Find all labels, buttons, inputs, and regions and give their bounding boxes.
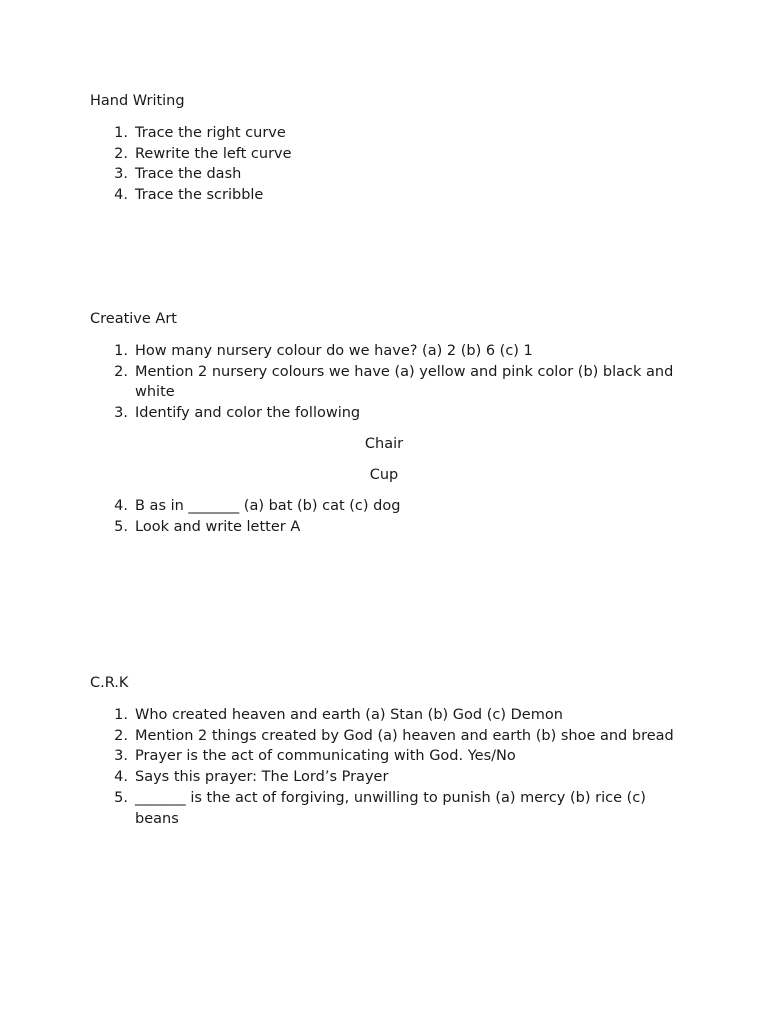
list-item [90, 362, 680, 403]
list-item [90, 403, 680, 424]
list-item [90, 746, 680, 767]
list-item [90, 788, 680, 829]
centered-word-chair: Chair [364, 436, 404, 452]
item-text: Mention 2 nursery colours we have (a) yellow and pink color (b) black and white [135, 363, 674, 401]
item-text: How many nursery colour do we have? (a) 2 (b) 6 (c) 1 [135, 343, 533, 359]
item-number: 1. [114, 343, 128, 359]
item-number: 4. [114, 769, 128, 786]
list-item [90, 726, 680, 747]
list-item [90, 517, 680, 538]
item-number: 1. [114, 125, 128, 141]
item-text: B as in _______ (a) bat (b) cat (c) dog [135, 498, 401, 514]
item-number: 3. [114, 166, 128, 183]
hand-writing-question-list [90, 123, 680, 206]
item-text: Trace the dash [135, 166, 242, 183]
item-text: Trace the right curve [135, 125, 286, 141]
list-item [90, 496, 680, 517]
item-number: 3. [114, 405, 128, 422]
item-number: 4. [114, 498, 128, 514]
item-text: Rewrite the left curve [135, 145, 292, 162]
section-heading-crk: C.R.K [90, 675, 129, 691]
section-heading-hand-writing: Hand Writing [90, 93, 185, 109]
item-number: 5. [114, 789, 128, 806]
item-text: Trace the scribble [135, 187, 264, 204]
item-text: Says this prayer: The Lord’s Prayer [135, 769, 389, 786]
item-text: Look and write letter A [135, 518, 301, 535]
item-number: 4. [114, 187, 128, 204]
item-text: Mention 2 things created by God (a) heaven and earth (b) shoe and bread [135, 727, 674, 744]
item-number: 1. [114, 707, 128, 723]
list-item [90, 341, 680, 362]
list-item [90, 185, 680, 206]
item-text: Prayer is the act of communicating with God. Yes/No [135, 748, 516, 765]
list-item [90, 767, 680, 788]
creative-art-question-list-b [90, 496, 680, 537]
crk-question-list [90, 705, 680, 829]
item-number: 2. [114, 363, 128, 380]
list-item [90, 123, 680, 144]
section-heading-creative-art: Creative Art [90, 311, 177, 327]
item-number: 2. [114, 145, 128, 162]
item-text: Who created heaven and earth (a) Stan (b) God (c) Demon [135, 707, 563, 723]
list-item [90, 144, 680, 165]
item-number: 5. [114, 518, 128, 535]
list-item [90, 705, 680, 726]
centered-word-cup: Cup [369, 467, 399, 483]
item-number: 2. [114, 727, 128, 744]
item-text: Identify and color the following [135, 405, 361, 422]
item-number: 3. [114, 748, 128, 765]
creative-art-question-list-a [90, 341, 680, 424]
item-text: _______ is the act of forgiving, unwilling to punish (a) mercy (b) rice (c) beans [135, 789, 646, 827]
list-item [90, 164, 680, 185]
